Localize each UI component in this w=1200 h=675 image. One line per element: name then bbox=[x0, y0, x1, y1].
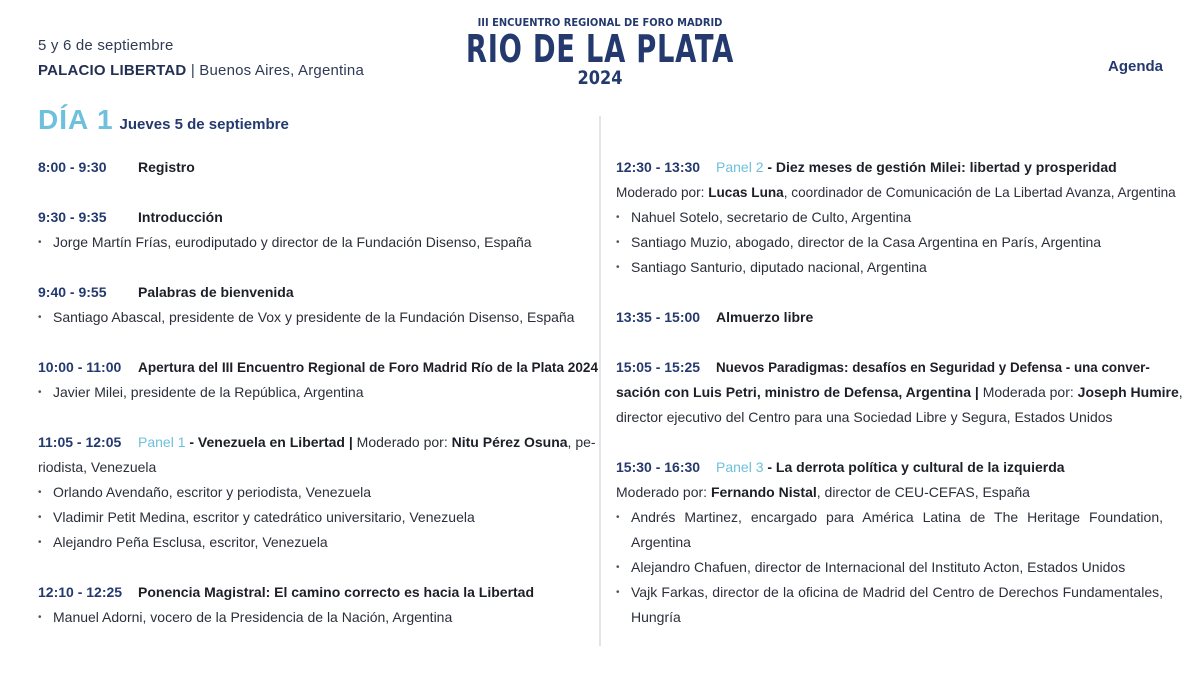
session-bienvenida bbox=[38, 280, 588, 330]
session-almuerzo bbox=[616, 305, 1163, 330]
logo-title: RIO DE LA PLATA bbox=[465, 27, 735, 71]
session-title: Introducción bbox=[138, 209, 223, 225]
speaker-item: • Vladimir Petit Medina, escritor y catedrático universitario, Venezuela bbox=[38, 505, 588, 530]
session-title-line2: sación con Luis Petri, ministro de Defensa, Argentina | bbox=[616, 384, 979, 400]
moderator-name: Joseph Humire bbox=[1077, 384, 1179, 400]
agenda-label: Agenda bbox=[1107, 58, 1163, 75]
moderator-role: , coordinador de Comunicación de La Libertad Avanza, Argentina bbox=[783, 185, 1176, 200]
session-time: 9:30 - 9:35 bbox=[38, 209, 107, 225]
speaker-item: • Jorge Martín Frías, eurodiputado y director de la Fundación Disenso, España bbox=[38, 230, 588, 255]
session-time: 15:30 - 16:30 bbox=[616, 459, 701, 475]
moderator-line bbox=[616, 480, 1163, 505]
speaker-item: • Manuel Adorni, vocero de la Presidencia de la Nación, Argentina bbox=[38, 605, 588, 630]
moderator-name: Nitu Pérez Osuna bbox=[451, 434, 568, 450]
session-time: 8:00 - 9:30 bbox=[38, 159, 107, 175]
agenda-column-right bbox=[616, 155, 1183, 655]
session-time: 12:10 - 12:25 bbox=[38, 584, 123, 600]
moderator-role: , director de CEU-CEFAS, España bbox=[816, 484, 1030, 500]
session-time: 9:40 - 9:55 bbox=[38, 284, 107, 300]
logo-subtitle: III ENCUENTRO REGIONAL DE FORO MADRID bbox=[477, 16, 723, 29]
panel-label: Panel 3 bbox=[716, 459, 764, 475]
speaker-item: • Vajk Farkas, director de la oficina de Madrid del Centro de Derechos Fundamentales, Hungría bbox=[616, 580, 1163, 630]
session-title: Ponencia Magistral: El camino correcto es hacia la Libertad bbox=[138, 584, 535, 600]
session-title: - Venezuela en Libertad | bbox=[185, 434, 353, 450]
speaker-item: • Santiago Abascal, presidente de Vox y presidente de la Fundación Disenso, España bbox=[38, 305, 588, 330]
session-time: 15:05 - 15:25 bbox=[616, 359, 701, 375]
session-time: 12:30 - 13:30 bbox=[616, 159, 701, 175]
session-title: Nuevos Paradigmas: desafíos en Seguridad y Defensa - una conver- bbox=[716, 360, 1150, 375]
moderator-role-cont: riodista, Venezuela bbox=[38, 459, 157, 475]
day-number: DÍA 1 bbox=[38, 104, 114, 135]
column-divider bbox=[599, 116, 601, 646]
agenda-column-left bbox=[38, 155, 599, 655]
logo-year: 2024 bbox=[577, 67, 623, 89]
event-logo bbox=[0, 16, 1200, 88]
moderator-line bbox=[616, 180, 1176, 205]
session-registro bbox=[38, 155, 588, 180]
event-dates: 5 y 6 de septiembre bbox=[38, 37, 174, 54]
session-ponencia bbox=[38, 580, 588, 630]
session-title: Apertura del III Encuentro Regional de Foro Madrid Río de la Plata 2024 bbox=[138, 360, 599, 375]
session-title: - La derrota política y cultural de la izquierda bbox=[763, 459, 1065, 475]
session-title-cont bbox=[616, 380, 1183, 405]
session-apertura bbox=[38, 355, 599, 405]
speaker-item: • Alejandro Chafuen, director de Internacional del Instituto Acton, Estados Unidos bbox=[616, 555, 1163, 580]
day-date: Jueves 5 de septiembre bbox=[119, 116, 289, 133]
session-time: 11:05 - 12:05 bbox=[38, 434, 122, 450]
session-title: - Diez meses de gestión Milei: libertad y prosperidad bbox=[763, 159, 1117, 175]
venue-location: | Buenos Aires, Argentina bbox=[186, 62, 365, 79]
moderator-role-cont: director ejecutivo del Centro para una Sociedad Libre y Segura, Estados Unidos bbox=[616, 409, 1113, 425]
session-panel-2 bbox=[616, 155, 1176, 280]
session-panel-3 bbox=[616, 455, 1163, 630]
session-panel-1 bbox=[38, 430, 596, 555]
day-heading bbox=[38, 104, 289, 136]
venue-name: PALACIO LIBERTAD bbox=[38, 62, 187, 79]
moderator-label: Moderado por: bbox=[616, 185, 709, 200]
speaker-item: • Javier Milei, presidente de la República, Argentina bbox=[38, 380, 588, 405]
moderator-label: Moderado por: bbox=[616, 484, 711, 500]
moderator-label: Moderada por: bbox=[978, 384, 1078, 400]
session-title: Almuerzo libre bbox=[716, 309, 814, 325]
speaker-item: • Andrés Martinez, encargado para América Latina de The Heritage Foundation, Argentina bbox=[616, 505, 1163, 555]
session-time: 10:00 - 11:00 bbox=[38, 359, 122, 375]
session-title: Palabras de bienvenida bbox=[138, 284, 294, 300]
speaker-item: • Santiago Santurio, diputado nacional, Argentina bbox=[616, 255, 1163, 280]
moderator-name: Lucas Luna bbox=[708, 185, 784, 200]
moderator-name: Fernando Nistal bbox=[710, 484, 817, 500]
session-time: 13:35 - 15:00 bbox=[616, 309, 701, 325]
session-nuevos-paradigmas bbox=[616, 355, 1183, 430]
session-title: Registro bbox=[138, 159, 195, 175]
panel-label: Panel 1 bbox=[138, 434, 186, 450]
speaker-item: • Santiago Muzio, abogado, director de la Casa Argentina en París, Argentina bbox=[616, 230, 1163, 255]
moderator-role: , pe- bbox=[567, 434, 596, 450]
speaker-item: • Alejandro Peña Esclusa, escritor, Venezuela bbox=[38, 530, 588, 555]
session-introduccion bbox=[38, 205, 588, 255]
moderator-label: Moderado por: bbox=[352, 434, 452, 450]
speaker-item: • Orlando Avendaño, escritor y periodista, Venezuela bbox=[38, 480, 588, 505]
speaker-item: • Nahuel Sotelo, secretario de Culto, Argentina bbox=[616, 205, 1163, 230]
moderator-role: , bbox=[1178, 384, 1183, 400]
panel-label: Panel 2 bbox=[716, 159, 764, 175]
